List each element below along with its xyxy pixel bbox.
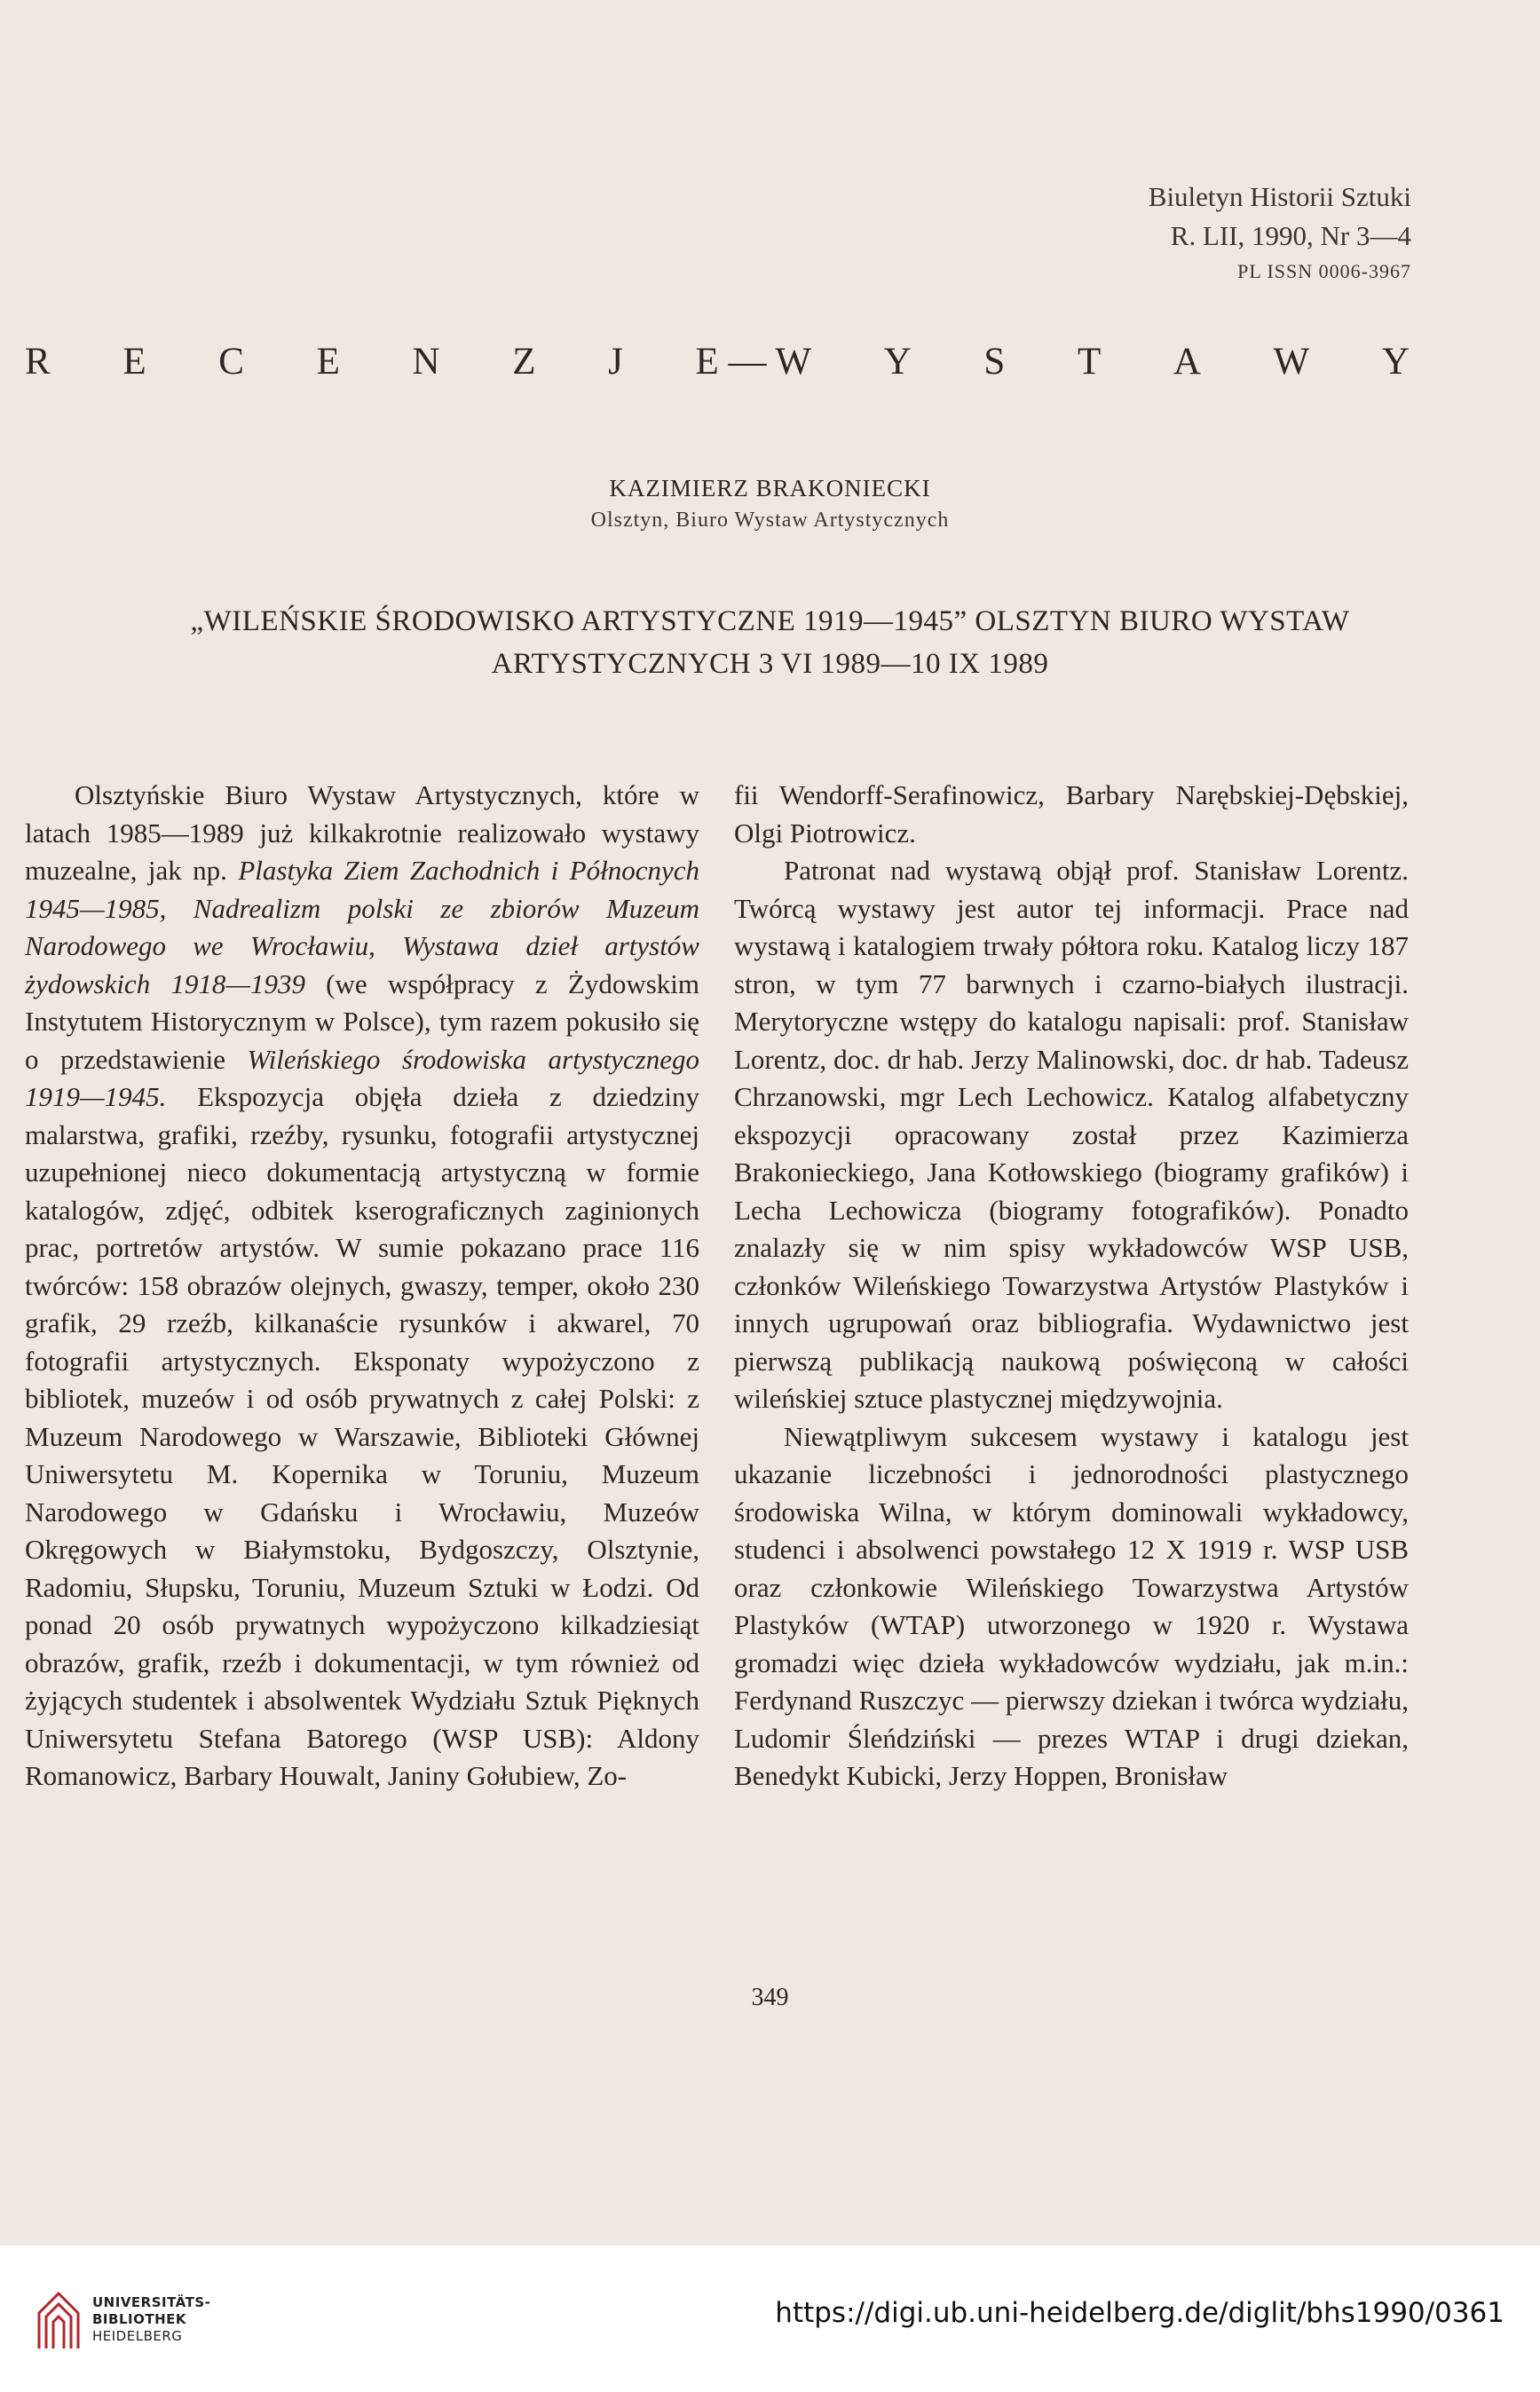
left-column bbox=[25, 777, 699, 1796]
journal-volume: R. LII, 1990, Nr 3—4 bbox=[1170, 220, 1411, 251]
section-title-letter: Y bbox=[883, 341, 912, 383]
journal-issn: PL ISSN 0006-3967 bbox=[1237, 260, 1411, 282]
page-number: 349 bbox=[751, 1984, 789, 2011]
library-name-line: HEIDELBERG bbox=[92, 2328, 183, 2344]
library-name-line: BIBLIOTHEK bbox=[92, 2311, 186, 2327]
library-name bbox=[92, 2294, 210, 2345]
author-name: KAZIMIERZ BRAKONIECKI bbox=[609, 475, 931, 501]
section-title-letter: J bbox=[608, 341, 623, 383]
text-run: Olsztyńskie Biuro Wystaw Artystycznych, które w latach 1985—1989 już kilkakrotnie realizowało wystawy muzealne, jak np. bbox=[25, 779, 699, 886]
section-title-letter: A bbox=[1173, 341, 1201, 383]
right-column bbox=[734, 777, 1409, 1796]
paragraph: Patronat nad wystawą objął prof. Stanisław Lorentz. Twórcą wystawy jest autor tej informacji. Prace nad wystawą i katalogiem trwały półtora roku. Katalog liczy 187 stron, w tym 77 barwnych i czarno-białych ilustracji. Merytoryczne wstępy do katalogu napisali: prof. Stanisław Lorentz, doc. dr hab. Jerzy Malinowski, doc. dr hab. Tadeusz Chrzanowski, mgr Lech Lechowicz. Katalog alfabetyczny ekspozycji opracowany został przez Kazimierza Brakonieckiego, Jana Kotłowskiego (biogramy grafików) i Lecha Lechowicza (biogramy fotografików). Ponadto znalazły się w nim spisy wykładowców WSP USB, członków Wileńskiego Towarzystwa Artystów Plastyków i innych ugrupowań oraz bibliografia. Wydawnictwo jest pierwszą publikacją naukową poświęconą w całości wileńskiej sztuce plastycznej międzywojnia. bbox=[734, 855, 1409, 1414]
italic-title: Plastyka Ziem Zachodnich i Północnych 1945—1985, Nadrealizm polski ze zbiorów Muzeum Narodowego we Wrocławiu, Wystawa dzieł artystów żydowskich 1918—1939 bbox=[25, 855, 699, 999]
paragraph: fii Wendorff-Serafinowicz, Barbary Narębskiej-Dębskiej, Olgi Piotrowicz. bbox=[734, 779, 1409, 849]
section-title-letter: W bbox=[1273, 341, 1310, 383]
heidelberg-library-logo-icon bbox=[34, 2286, 83, 2350]
review-heading-line: „WILEŃSKIE ŚRODOWISKO ARTYSTYCZNE 1919—1945” OLSZTYN BIURO WYSTAW bbox=[190, 605, 1350, 637]
review-heading bbox=[0, 600, 1540, 685]
text-run: (we współpracy z Żydowskim Instytutem Historycznym w Polsce), tym razem pokusiło się o przedstawienie bbox=[25, 967, 700, 1075]
section-title-letter: R bbox=[25, 341, 51, 383]
paragraph bbox=[25, 777, 699, 1796]
section-title-letter: S bbox=[983, 341, 1006, 383]
italic-title: Wileńskiego środowiska artystycznego 1919—1945. bbox=[25, 1043, 699, 1112]
library-name-line: UNIVERSITÄTS- bbox=[92, 2294, 211, 2310]
review-heading-line: ARTYSTYCZNYCH 3 VI 1989—10 IX 1989 bbox=[491, 648, 1049, 680]
section-title bbox=[25, 340, 1410, 383]
section-title-letter: T bbox=[1077, 341, 1102, 383]
section-title-letter: Z bbox=[512, 341, 536, 383]
journal-info bbox=[1039, 178, 1411, 288]
paragraph: Niewątpliwym sukcesem wystawy i katalogu jest ukazanie liczebności i jednorodności plastycznego środowiska Wilna, w którym dominowali wykładowcy, studenci i absolwenci powstałego 12 X 1919 r. WSP USB oraz członkowie Wileńskiego Towarzystwa Artystów Plastyków (WTAP) utworzonego w 1920 r. Wystawa gromadzi więc dzieła wykładowców wydziału, jak m.in.: Ferdynand Ruszczyc — pierwszy dziekan i twórca wydziału, Ludomir Śleńdziński — prezes WTAP i drugi dziekan, Benedykt Kubicki, Jerzy Hoppen, Bronisław bbox=[734, 1420, 1409, 1791]
author-block bbox=[0, 472, 1540, 536]
section-title-letter: Y bbox=[1381, 341, 1410, 383]
section-title-letter: N bbox=[412, 341, 440, 383]
footer-bar bbox=[0, 2246, 1540, 2392]
text-run: Ekspozycja objęła dzieła z dziedziny malarstwa, grafiki, rzeźby, rysunku, fotografii artystycznej uzupełnionej nieco dokumentacją artystyczną w formie katalogów, zdjęć, odbitek kserograficznych zaginionych prac, portretów artystów. W sumie pokazano prace 116 twórców: 158 obrazów olejnych, gwaszy, temper, około 230 grafik, 29 rzeźb, kilkanaście rysunków i akwarel, 70 fotografii artystycznych. Eksponaty wypożyczono z bibliotek, muzeów i od osób prywatnych z całej Polski: z Muzeum Narodowego w Warszawie, Biblioteki Głównej Uniwersytetu M. Kopernika w Toruniu, Muzeum Narodowego w Gdańsku i Wrocławiu, Muzeów Okręgowych w Białymstoku, Bydgoszczy, Olsztynie, Radomiu, Słupsku, Toruniu, Muzeum Sztuki w Łodzi. Od ponad 20 osób prywatnych wypożyczono kilkadziesiąt obrazów, grafik, rzeźb i dokumentacji, w tym również od żyjących studentek i absolwentek Wydziału Sztuk Pięknych Uniwersytetu Stefana Batorego (WSP USB): Aldony Romanowicz, Barbary Houwalt, Janiny Gołubiew, Zo- bbox=[25, 1081, 699, 1791]
section-title-letter: E bbox=[122, 341, 146, 383]
source-url-link[interactable]: https://digi.ub.uni-heidelberg.de/diglit/bhs1990/0361 bbox=[775, 2297, 1504, 2329]
author-affiliation: Olsztyn, Biuro Wystaw Artystycznych bbox=[590, 509, 950, 532]
section-title-letter: E bbox=[316, 341, 340, 383]
section-title-letter: E — W bbox=[695, 341, 812, 383]
journal-title: Biuletyn Historii Sztuki bbox=[1148, 181, 1411, 212]
section-title-letter: C bbox=[218, 341, 244, 383]
